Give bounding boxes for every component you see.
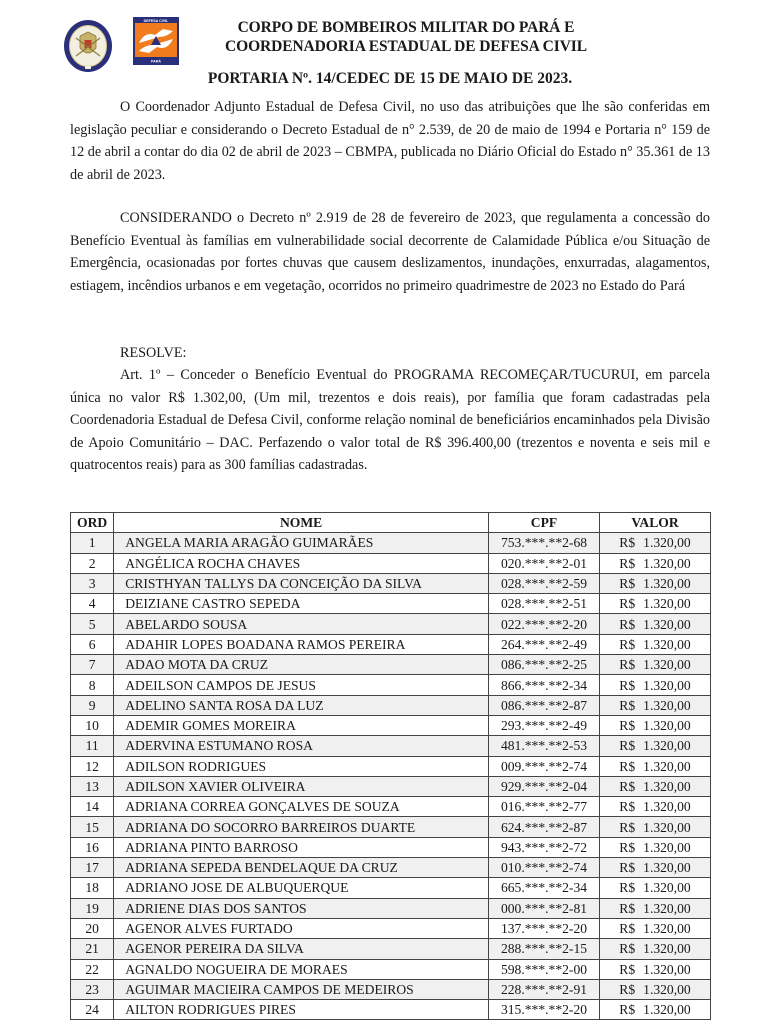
cell-cpf: 016.***.**2-77 (489, 797, 600, 817)
cell-ord: 7 (71, 655, 114, 675)
resolve-text: RESOLVE: (120, 345, 187, 361)
beneficiaries-table (70, 512, 711, 1020)
table-row (71, 594, 711, 614)
cell-ord: 4 (71, 594, 114, 614)
cell-cpf: 000.***.**2-81 (489, 898, 600, 918)
cell-cpf: 866.***.**2-34 (489, 675, 600, 695)
currency-symbol: R$ (619, 596, 636, 612)
cell-cpf: 929.***.**2-04 (489, 776, 600, 796)
cell-ord: 10 (71, 715, 114, 735)
cell-valor (600, 858, 711, 878)
cell-cpf: 086.***.**2-25 (489, 655, 600, 675)
currency-symbol: R$ (619, 718, 636, 734)
cell-ord: 22 (71, 959, 114, 979)
valor-amount: 1.320,00 (643, 961, 691, 977)
table-row (71, 695, 711, 715)
table-row (71, 878, 711, 898)
currency-symbol: R$ (619, 616, 636, 632)
cell-nome: ADAO MOTA DA CRUZ (114, 655, 489, 675)
cell-cpf: 020.***.**2-01 (489, 553, 600, 573)
valor-amount: 1.320,00 (643, 718, 691, 734)
cell-ord: 21 (71, 939, 114, 959)
table-row (71, 959, 711, 979)
cell-valor (600, 614, 711, 634)
currency-symbol: R$ (619, 819, 636, 835)
table-row (71, 675, 711, 695)
cell-cpf: 753.***.**2-68 (489, 533, 600, 553)
table-row (71, 776, 711, 796)
valor-amount: 1.320,00 (643, 941, 691, 957)
cell-nome: ADRIANO JOSE DE ALBUQUERQUE (114, 878, 489, 898)
cell-valor (600, 655, 711, 675)
cell-nome: ABELARDO SOUSA (114, 614, 489, 634)
table-row (71, 634, 711, 654)
currency-symbol: R$ (619, 555, 636, 571)
cell-nome: ADEMIR GOMES MOREIRA (114, 715, 489, 735)
valor-amount: 1.320,00 (643, 839, 691, 855)
valor-amount: 1.320,00 (643, 576, 691, 592)
cell-cpf: 010.***.**2-74 (489, 858, 600, 878)
currency-symbol: R$ (619, 636, 636, 652)
valor-amount: 1.320,00 (643, 677, 691, 693)
cell-valor (600, 776, 711, 796)
cell-ord: 15 (71, 817, 114, 837)
cell-ord: 1 (71, 533, 114, 553)
table-row (71, 655, 711, 675)
cell-valor (600, 756, 711, 776)
valor-amount: 1.320,00 (643, 921, 691, 937)
valor-amount: 1.320,00 (643, 555, 691, 571)
cell-ord: 17 (71, 858, 114, 878)
table-row (71, 918, 711, 938)
cell-valor (600, 695, 711, 715)
cell-nome: ANGELA MARIA ARAGÃO GUIMARÃES (114, 533, 489, 553)
cell-valor (600, 553, 711, 573)
paragraph-preamble (70, 96, 710, 186)
portaria-title: PORTARIA Nº. 14/CEDEC DE 15 DE MAIO DE 2023. (207, 70, 573, 87)
cell-cpf: 009.***.**2-74 (489, 756, 600, 776)
table-row (71, 756, 711, 776)
valor-amount: 1.320,00 (643, 616, 691, 632)
currency-symbol: R$ (619, 758, 636, 774)
column-header-ord: ORD (71, 513, 114, 533)
table-row (71, 1000, 711, 1020)
logo-top-text: DEFESA CIVIL (143, 18, 169, 23)
valor-amount: 1.320,00 (643, 697, 691, 713)
cell-nome: AGENOR PEREIRA DA SILVA (114, 939, 489, 959)
currency-symbol: R$ (619, 981, 636, 997)
institution-title (196, 18, 616, 56)
valor-amount: 1.320,00 (643, 900, 691, 916)
cell-cpf: 293.***.**2-49 (489, 715, 600, 735)
currency-symbol: R$ (619, 535, 636, 551)
cell-cpf: 086.***.**2-87 (489, 695, 600, 715)
table-row (71, 573, 711, 593)
cell-valor (600, 573, 711, 593)
cell-ord: 23 (71, 979, 114, 999)
cell-ord: 14 (71, 797, 114, 817)
table-row (71, 736, 711, 756)
currency-symbol: R$ (619, 779, 636, 794)
cell-ord: 3 (71, 573, 114, 593)
currency-symbol: R$ (619, 799, 636, 815)
cell-nome: ADERVINA ESTUMANO ROSA (114, 736, 489, 756)
column-header-nome: NOME (114, 513, 489, 533)
cell-nome: CRISTHYAN TALLYS DA CONCEIÇÃO DA SILVA (114, 573, 489, 593)
cell-nome: ADAHIR LOPES BOADANA RAMOS PEREIRA (114, 634, 489, 654)
cell-ord: 8 (71, 675, 114, 695)
cell-nome: AGNALDO NOGUEIRA DE MORAES (114, 959, 489, 979)
currency-symbol: R$ (619, 657, 636, 673)
cell-nome: ADRIENE DIAS DOS SANTOS (114, 898, 489, 918)
cell-valor (600, 878, 711, 898)
cell-nome: ADILSON XAVIER OLIVEIRA (114, 776, 489, 796)
cell-cpf: 288.***.**2-15 (489, 939, 600, 959)
currency-symbol: R$ (619, 839, 636, 855)
table-row (71, 898, 711, 918)
currency-symbol: R$ (619, 677, 636, 693)
valor-amount: 1.320,00 (643, 535, 691, 551)
table-row (71, 533, 711, 553)
cell-ord: 2 (71, 553, 114, 573)
cell-cpf: 665.***.**2-34 (489, 878, 600, 898)
cell-nome: ADRIANA DO SOCORRO BARREIROS DUARTE (114, 817, 489, 837)
cell-valor (600, 959, 711, 979)
cell-nome: ADILSON RODRIGUES (114, 756, 489, 776)
table-row (71, 979, 711, 999)
cell-ord: 11 (71, 736, 114, 756)
cell-valor (600, 1000, 711, 1020)
cell-cpf: 228.***.**2-91 (489, 979, 600, 999)
column-header-valor: VALOR (600, 513, 711, 533)
cell-ord: 5 (71, 614, 114, 634)
table-row (71, 614, 711, 634)
cell-nome: ADRIANA SEPEDA BENDELAQUE DA CRUZ (114, 858, 489, 878)
cell-ord: 20 (71, 918, 114, 938)
valor-amount: 1.320,00 (643, 738, 691, 754)
valor-amount: 1.320,00 (643, 657, 691, 673)
cell-cpf: 028.***.**2-51 (489, 594, 600, 614)
cell-cpf: 598.***.**2-00 (489, 959, 600, 979)
resolve-heading (70, 342, 710, 365)
cell-nome: AGUIMAR MACIEIRA CAMPOS DE MEDEIROS (114, 979, 489, 999)
cell-ord: 12 (71, 756, 114, 776)
paragraph-considerando-text: CONSIDERANDO o Decreto nº 2.919 de 28 de fevereiro de 2023, que regulamenta a concessão do Benefício Eventual às famílias em vulnerabilidade social decorrente de Calamidade Pública e/ou Situação de Emergência, ocasionadas por fortes chuvas que causem deslizamentos, inundações, enxurradas, alagamentos, estiagem, incêndios urbanos e em vegetação, ocorridos no primeiro quadrimestre de 2023 no Estado do Pará (70, 210, 710, 294)
cell-valor (600, 837, 711, 857)
cell-nome: ADRIANA PINTO BARROSO (114, 837, 489, 857)
cell-cpf: 315.***.**2-20 (489, 1000, 600, 1020)
cell-nome: ANGÉLICA ROCHA CHAVES (114, 553, 489, 573)
article-1 (70, 364, 710, 477)
currency-symbol: R$ (619, 697, 636, 713)
cell-cpf: 943.***.**2-72 (489, 837, 600, 857)
cell-ord: 19 (71, 898, 114, 918)
cell-cpf: 028.***.**2-59 (489, 573, 600, 593)
table-row (71, 797, 711, 817)
cell-ord: 13 (71, 776, 114, 796)
valor-amount: 1.320,00 (643, 819, 691, 835)
cell-nome: ADEILSON CAMPOS DE JESUS (114, 675, 489, 695)
valor-amount: 1.320,00 (643, 860, 691, 876)
cell-ord: 18 (71, 878, 114, 898)
table-header-row (71, 513, 711, 533)
cell-cpf: 022.***.**2-20 (489, 614, 600, 634)
table-row (71, 553, 711, 573)
valor-amount: 1.320,00 (643, 636, 691, 652)
currency-symbol: R$ (619, 1002, 636, 1018)
valor-amount: 1.320,00 (643, 779, 691, 794)
cell-valor (600, 898, 711, 918)
valor-amount: 1.320,00 (643, 1002, 691, 1018)
paragraph-preamble-text: O Coordenador Adjunto Estadual de Defesa Civil, no uso das atribuições que lhe são conferidas em legislação peculiar e considerando o Decreto Estadual de n° 2.539, de 20 de maio de 1994 e Portaria n° 159 de 12 de abril a contar do dia 02 de abril de 2023 – CBMPA, publicada no Diário Oficial do Estado n° 35.361 de 13 de abril de 2023. (70, 99, 710, 183)
currency-symbol: R$ (619, 860, 636, 876)
table-row (71, 817, 711, 837)
cell-valor (600, 715, 711, 735)
cell-ord: 9 (71, 695, 114, 715)
cell-valor (600, 736, 711, 756)
cell-nome: AGENOR ALVES FURTADO (114, 918, 489, 938)
table-row (71, 837, 711, 857)
table-row (71, 939, 711, 959)
institution-title-line2: COORDENADORIA ESTADUAL DE DEFESA CIVIL (225, 38, 587, 55)
cell-ord: 24 (71, 1000, 114, 1020)
cell-cpf: 624.***.**2-87 (489, 817, 600, 837)
currency-symbol: R$ (619, 576, 636, 592)
logo-bottom-text: PARÁ (151, 59, 161, 64)
valor-amount: 1.320,00 (643, 880, 691, 896)
currency-symbol: R$ (619, 880, 636, 896)
valor-amount: 1.320,00 (643, 596, 691, 612)
currency-symbol: R$ (619, 738, 636, 754)
cell-cpf: 264.***.**2-49 (489, 634, 600, 654)
paragraph-considerando (70, 207, 710, 297)
cell-valor (600, 634, 711, 654)
cell-nome: ADRIANA CORREA GONÇALVES DE SOUZA (114, 797, 489, 817)
currency-symbol: R$ (619, 941, 636, 957)
cell-nome: DEIZIANE CASTRO SEPEDA (114, 594, 489, 614)
cbmpa-emblem-icon (62, 18, 114, 74)
valor-amount: 1.320,00 (643, 799, 691, 815)
cell-cpf: 137.***.**2-20 (489, 918, 600, 938)
article-1-text: Art. 1º – Conceder o Benefício Eventual do PROGRAMA RECOMEÇAR/TUCURUI, em parcela única no valor R$ 1.302,00, (Um mil, trezentos e dois reais), por família que foram cadastradas pela Coordenadoria Estadual de Defesa Civil, conforme relação nominal de beneficiários encaminhados pela Divisão de Apoio Comunitário – DAC. Perfazendo o valor total de R$ 396.400,00 (trezentos e noventa e seis mil e quatrocentos reais) para as 300 famílias cadastradas. (70, 367, 710, 474)
currency-symbol: R$ (619, 921, 636, 937)
currency-symbol: R$ (619, 900, 636, 916)
table-row (71, 715, 711, 735)
cell-ord: 6 (71, 634, 114, 654)
cell-valor (600, 939, 711, 959)
currency-symbol: R$ (619, 961, 636, 977)
cell-nome: AILTON RODRIGUES PIRES (114, 1000, 489, 1020)
valor-amount: 1.320,00 (643, 758, 691, 774)
cell-nome: ADELINO SANTA ROSA DA LUZ (114, 695, 489, 715)
cell-valor (600, 797, 711, 817)
cell-valor (600, 817, 711, 837)
valor-amount: 1.320,00 (643, 981, 691, 997)
table-row (71, 858, 711, 878)
cell-valor (600, 675, 711, 695)
column-header-cpf: CPF (489, 513, 600, 533)
cell-ord: 16 (71, 837, 114, 857)
cell-valor (600, 594, 711, 614)
cell-cpf: 481.***.**2-53 (489, 736, 600, 756)
defesa-civil-para-logo-icon (133, 17, 179, 65)
cell-valor (600, 533, 711, 553)
cell-valor (600, 979, 711, 999)
cell-valor (600, 918, 711, 938)
institution-title-line1: CORPO DE BOMBEIROS MILITAR DO PARÁ E (237, 19, 575, 36)
table-body (71, 533, 711, 1020)
